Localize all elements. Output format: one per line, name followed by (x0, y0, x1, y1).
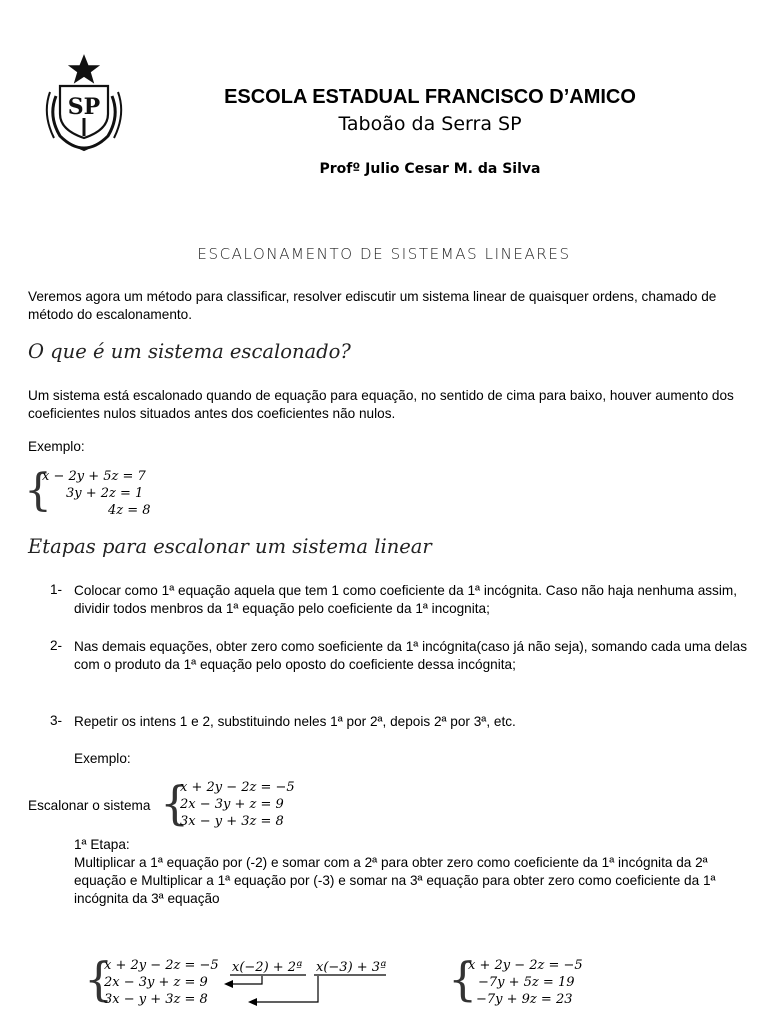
teacher-name: Profº Julio Cesar M. da Silva (319, 161, 541, 177)
result-eq-1: x + 2y − 2z = −5 (468, 958, 583, 973)
escalonar-label: Escalonar o sistema (28, 798, 151, 813)
working-eq-1: x + 2y − 2z = −5 (104, 958, 219, 973)
operation-label-1: x(−2) + 2ª (232, 960, 303, 975)
system2-eq-1: x + 2y − 2z = −5 (180, 780, 295, 795)
working-eq-2: 2x − 3y + z = 9 (104, 975, 208, 990)
step-text-3: Repetir os intens 1 e 2, substituindo neles 1ª por 2ª, depois 2ª por 3ª, etc. (74, 714, 516, 729)
example-label: Exemplo: (28, 439, 85, 454)
definition-paragraph: Um sistema está escalonado quando de equação para equação, no sentido de cima para baixo, houver aumento dos coeficientes nulos situados antes dos coeficientes não nulos. (28, 388, 734, 421)
school-name: ESCOLA ESTADUAL FRANCISCO D’AMICO (224, 86, 636, 108)
document-title: ESCALONAMENTO DE SISTEMAS LINEARES (197, 245, 571, 263)
working-system-brace: { (84, 952, 114, 1006)
etapa-title: 1ª Etapa: (74, 837, 130, 852)
example-system-brace: { (24, 465, 52, 516)
city-name: Taboão da Serra SP (338, 113, 522, 135)
result-system-brace: { (448, 952, 478, 1006)
example2-label: Exemplo: (74, 751, 131, 766)
etapa-text: Multiplicar a 1ª equação por (-2) e somar com a 2ª para obter zero como coeficiente da 1ª incógnita da 2ª equação e Multiplicar a 1ª equação por (-3) e somar na 3ª equação para obter zero como coeficiente da 1ª incógnita da 3ª equação (74, 855, 716, 906)
result-eq-3: −7y + 9z = 23 (476, 992, 573, 1007)
step-text-1: Colocar como 1ª equação aquela que tem 1 como coeficiente da 1ª incógnita. Caso não haja nenhuma assim, dividir todos menbros da 1ª equação pelo coeficiente da 1ª incognita; (74, 583, 737, 616)
intro-paragraph: Veremos agora um método para classificar, resolver ediscutir um sistema linear de quaisquer ordens, chamado de método do escalonamento. (28, 289, 717, 322)
sp-seal-text: SP (67, 94, 101, 120)
system2-eq-2: 2x − 3y + z = 9 (180, 797, 284, 812)
example-eq-2: 3y + 2z = 1 (66, 486, 144, 501)
result-eq-2: −7y + 5z = 19 (478, 975, 575, 990)
working-eq-3: 3x − y + 3z = 8 (104, 992, 208, 1007)
step-number-1: 1- (50, 582, 63, 597)
system2-brace: { (160, 776, 190, 830)
heading-etapas: Etapas para escalonar um sistema linear (28, 535, 432, 558)
example-eq-1: x − 2y + 5z = 7 (42, 469, 146, 484)
example-eq-3: 4z = 8 (108, 503, 151, 518)
step-text-2: Nas demais equações, obter zero como soeficiente da 1ª incógnita(caso já não seja), somando cada uma delas com o produto da 1ª equação pelo oposto do coeficiente dessa incógnita; (74, 639, 748, 672)
step-number-3: 3- (50, 713, 63, 728)
operation-label-2: x(−3) + 3ª (316, 960, 387, 975)
step-number-2: 2- (50, 638, 63, 653)
heading-sistema-escalonado: O que é um sistema escalonado? (28, 340, 351, 363)
system2-eq-3: 3x − y + 3z = 8 (180, 814, 284, 829)
